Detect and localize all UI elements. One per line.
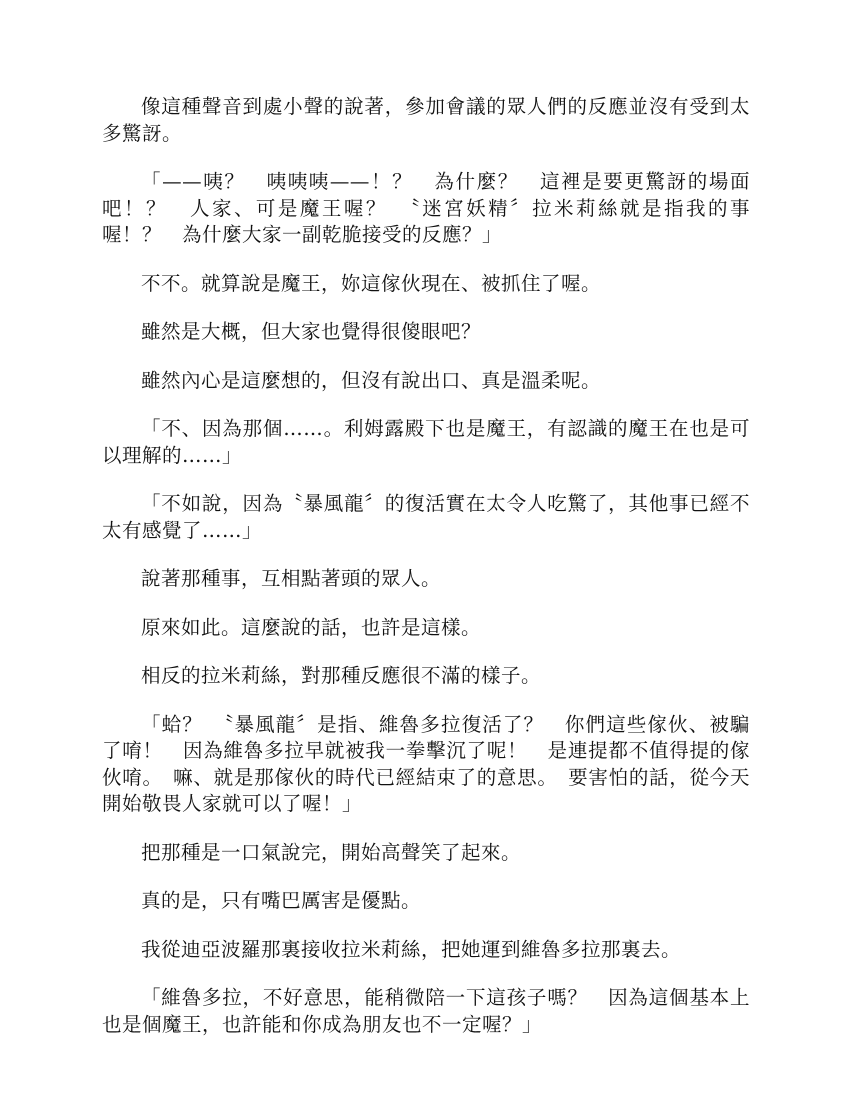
paragraph-11: 「蛤？ 〝暴風龍〞是指、維魯多拉復活了？ 你們這些傢伙、被騙了唷！ 因為維魯多拉早就被我一拳擊沉了呢！ 是連提都不值得提的傢伙唷。 嘛、就是那傢伙的時代已經結束了的意思。 要害怕的話，從今天開始敬畏人家就可以了喔！」	[102, 712, 750, 815]
paragraph-9: 原來如此。這麼說的話，也許是這樣。	[141, 615, 482, 639]
paragraph-6: 「不、因為那個……。利姆露殿下也是魔王，有認識的魔王在也是可以理解的……」	[102, 417, 750, 467]
paragraph-8: 說著那種事，互相點著頭的眾人。	[141, 567, 442, 590]
paragraph-4: 雖然是大概，但大家也覺得很傻眼吧？	[141, 320, 482, 343]
paragraph-14: 我從迪亞波羅那裏接收拉米莉絲，把她運到維魯多拉那裏去。	[141, 937, 682, 961]
paragraph-12: 把那種是一口氣說完，開始高聲笑了起來。	[141, 840, 522, 864]
document-page	[102, 94, 750, 1060]
paragraph-5: 雖然內心是這麼想的，但沒有說出口、真是溫柔呢。	[141, 368, 602, 392]
paragraph-13: 真的是，只有嘴巴厲害是優點。	[141, 889, 422, 912]
paragraph-2: 「——咦？ 咦咦咦——！？ 為什麼？ 這裡是要更驚訝的場面吧！？ 人家、可是魔王喔？ 〝迷宮妖精〞拉米莉絲就是指我的事喔！？ 為什麼大家一副乾脆接受的反應？」	[102, 170, 750, 246]
paragraph-7: 「不如說，因為〝暴風龍〞的復活實在太令人吃驚了，其他事已經不太有感覺了……」	[102, 492, 750, 542]
paragraph-15: 「維魯多拉，不好意思，能稍微陪一下這孩子嗎？ 因為這個基本上也是個魔王，也許能和你成為朋友也不一定喔？」	[102, 986, 750, 1036]
paragraph-10: 相反的拉米莉絲，對那種反應很不滿的樣子。	[141, 664, 542, 687]
paragraph-3: 不不。就算說是魔王，妳這傢伙現在、被抓住了喔。	[141, 271, 602, 295]
paragraph-1: 像這種聲音到處小聲的說著，參加會議的眾人們的反應並沒有受到太多驚訝。	[102, 95, 750, 145]
